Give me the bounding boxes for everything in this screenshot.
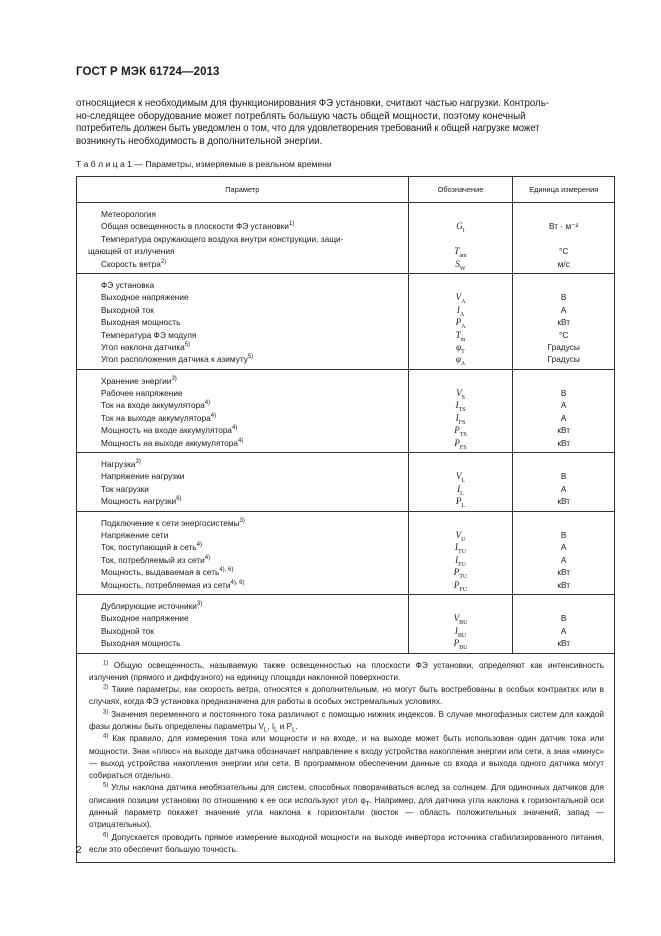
parameter-text: Напряжение нагрузки [101,471,185,482]
symbol-subscript: A [459,311,465,318]
footnote-subscript: L [292,727,296,734]
parameter-name [77,517,408,529]
symbol-cell [408,511,513,594]
intro-paragraph [76,98,614,148]
symbol-letter: V [455,471,462,482]
footnote-ref: 6) [176,496,182,503]
symbol-subscript: FU [459,586,468,593]
unit: кВт [557,567,571,578]
symbol-subscript: FS [458,419,466,426]
symbol-letter: I [456,304,460,315]
parameter-text: Температура ФЭ модуля [101,329,197,340]
unit-cell [513,369,615,452]
footnote [89,782,604,831]
symbol [409,375,513,387]
parameter-name [77,637,408,649]
parameter-text: Напряжение сети [101,529,169,540]
footnote-ref: 3) [171,375,177,382]
symbol-letter: I [454,542,458,553]
parameter-text: щающей от излучения [88,246,175,257]
footnote [89,832,604,857]
unit-cell [513,511,615,594]
symbol-subscript: TS [458,407,466,414]
parameter-name [77,437,408,449]
parameter-text: Выходное напряжение [101,613,189,624]
parameter-name [77,566,408,578]
symbol-letter: P [453,579,460,590]
parameter-text: Скорость ветра [101,258,161,269]
parameter-text: Мощность, выдаваемая в сеть [101,567,220,578]
footnote-text: Углы наклона датчика необязательны для систем, способных поворачиваться вслед за солнцем. Для одиночных датчиков для описания позиции установки по отношению к ее оси используют угол φ [89,783,604,805]
symbol-subscript: FS [459,444,467,451]
symbol-subscript: BU [459,620,468,627]
table-caption: Т а б л и ц а 1 — Параметры, измеряемые в реальном времени [76,159,332,169]
footnote-mark: 5) [103,782,109,789]
symbol [409,495,513,507]
parameter-text: Мощность нагрузки [101,496,177,507]
symbol-cell [408,369,513,452]
parameter-name [77,353,408,365]
footnote-ref: 2) [160,258,167,265]
unit: А [560,625,567,636]
symbol [409,612,513,627]
symbol [409,399,513,414]
parameter-name [77,387,408,399]
parameter-text: Дублирующие источники [101,600,197,611]
parameter-cell [77,273,409,369]
parameter-cell [77,369,409,452]
unit: кВт [557,425,571,436]
footnote-ref: 4), 6) [230,579,245,586]
unit: А [560,554,567,565]
symbol-subscript: BU [457,632,467,639]
footnote-ref: 4) [232,425,238,432]
unit-cell [513,594,615,653]
symbol [409,517,513,529]
symbol-letter: V [456,388,462,399]
symbol [409,353,513,368]
unit: кВт [557,437,571,448]
symbol-letter: φ [455,354,461,365]
intro-line: но-следящее оборудование может потреблять большую часть общей мощности, поэтому конечный [76,110,526,122]
parameter-name [77,458,408,470]
symbol-letter: T [454,246,460,257]
unit: В [560,613,567,624]
symbol-letter: φ [456,341,462,352]
table-header-row [77,177,615,203]
footnote [89,684,604,709]
table-row-group [77,369,615,452]
footnote [89,733,604,782]
footnote-ref: 4) [238,437,244,444]
unit [513,517,614,529]
parameter-cell [77,203,409,274]
symbol-letter: I [455,412,459,423]
parameter-text: Нагрузка [101,459,136,470]
footnote-ref: 4) [204,555,211,561]
table-notes [77,653,615,863]
table-row-group [77,203,615,274]
symbol-subscript: U [461,536,466,543]
symbol-subscript: L [461,478,466,485]
footnote-ref: 5) [184,342,191,349]
footnote-text: Общую освещенность, называемую также освещенностью на плоскости ФЭ установки, определяют как интенсивность излучения (прямого и диффузного) на единицу площади наклонной поверхности. [89,660,604,682]
unit-cell [513,273,615,369]
symbol-subscript: L [460,490,464,497]
symbol [409,424,513,439]
unit [513,375,614,387]
parameter-text: Рабочее напряжение [101,388,183,399]
unit: А [560,412,567,423]
parameter-name [77,291,408,303]
symbol-letter: G [456,221,463,232]
symbol-subscript: S [461,394,465,401]
table-row-group [77,594,615,653]
parameter-name [77,554,408,566]
symbol-subscript: I [462,228,465,235]
footnote-ref: 3) [135,459,141,466]
symbol-subscript: TU [457,549,466,556]
column-header-parameter: Параметр [77,177,409,203]
symbol-letter: V [455,529,462,540]
intro-line: потребитель должен быть уведомлен о том, что для удовлетворения требований к общей нагрузке может [76,123,540,135]
symbol [409,483,513,495]
table-row-group [77,273,615,369]
parameter-name [77,258,408,270]
unit [513,279,614,291]
unit [513,458,614,470]
unit: Вт · м⁻² [549,221,579,232]
symbol-letter: P [453,638,460,649]
footnote-ref: 3) [196,601,203,608]
footnote-text: Допускается проводить прямое измерение выходной мощности на выходе инвертора источника стабилизированного питания, если это обеспечит большую точность. [89,832,604,854]
unit: кВт [557,496,571,507]
symbol [409,233,513,245]
footnote-ref: 4) [196,542,202,549]
unit [513,233,614,245]
unit: кВт [557,579,571,590]
parameter-name [77,316,408,328]
symbol [409,541,513,556]
symbol [409,304,513,316]
symbol-letter: I [455,400,459,411]
intro-line: возникнуть необходимость в дополнительной энергии. [76,135,323,147]
footnote-mark: 3) [103,708,109,715]
symbol [409,529,513,541]
unit: °С [559,246,569,257]
symbol-letter: I [454,625,458,636]
footnote [89,660,604,685]
parameter-name [77,233,408,245]
table-row-group [77,453,615,512]
footnote-text: и P [277,721,293,731]
footnote-ref: 4) [204,400,211,407]
symbol-cell [408,594,513,653]
symbol-letter: I [455,554,459,565]
unit: В [560,529,567,540]
parameter-text: Мощность на входе аккумулятора [101,425,233,436]
footnote-mark: 6) [103,831,109,838]
symbol [409,329,513,341]
parameter-text: Угол расположения датчика к азимуту [101,354,248,365]
symbol-subscript: T [461,348,465,355]
symbol-cell [408,203,513,274]
unit: кВт [557,317,571,328]
symbol-subscript: A [461,299,466,306]
unit: кВт [557,638,571,649]
parameter-cell [77,453,409,512]
footnote-text: . [295,721,298,731]
symbol-letter: P [455,317,462,328]
footnote-ref: 1) [288,221,295,228]
parameter-name [77,424,408,436]
unit-cell [513,453,615,512]
parameter-text: Выходное напряжение [101,292,189,303]
parameter-text: Ток, потребляемый из сети [101,554,205,565]
symbol-subscript: W [459,265,466,272]
symbol [409,258,513,270]
symbol-letter: P [454,437,460,448]
parameter-name [77,470,408,482]
unit [513,208,614,220]
symbol-subscript: A [460,361,466,368]
document-header: ГОСТ Р МЭК 61724—2013 [76,66,220,78]
symbol [409,220,513,235]
footnote-subscript: L [274,727,278,734]
parameter-name [77,529,408,541]
symbol [409,208,513,220]
parameter-name [77,220,408,232]
symbol [409,554,513,566]
unit: А [560,400,567,411]
column-header-symbol: Обозначение [408,177,513,203]
footnote-subscript: L [263,727,268,734]
parameter-name [77,412,408,424]
table-notes-row [77,653,615,863]
symbol-letter: V [455,292,462,303]
table-row-group [77,511,615,594]
footnote-ref: 4), 6) [219,567,234,574]
symbol-subscript: FU [458,561,466,568]
unit-cell [513,203,615,274]
symbol [409,291,513,306]
unit: °С [559,329,569,340]
parameter-name [77,399,408,411]
footnote-ref: 4) [210,413,217,420]
symbol [409,470,513,485]
parameter-text: ФЭ установка [101,279,155,290]
parameter-cell [77,511,409,594]
parameter-text: Мощность на выходе аккумулятора [101,437,239,448]
parameter-name [77,579,408,591]
footnote-mark: 2) [103,684,109,691]
unit: В [560,388,567,399]
parameter-text: Ток на входе аккумулятора [101,400,205,411]
symbol-letter: P [455,496,462,507]
parameter-text: Мощность, потребляемая из сети [101,579,231,590]
parameter-text: Выходная мощность [101,638,181,649]
symbol [409,579,513,591]
unit [513,600,614,612]
footnote-text: , I [267,721,275,731]
unit: В [560,471,567,482]
parameters-table [76,176,615,863]
symbol [409,341,513,353]
parameter-text: Общая освещенность в плоскости ФЭ установки [101,221,289,232]
parameter-name [77,375,408,387]
footnote-text: Как правило, для измерения тока или мощности и на входе, и на выходе может быть использован один датчик тока или мощности. Знак «плюс» на выходе датчика обозначает направление к входу устройства накопления энергии или сети, а знак «минус» — выход устройства накопления энергии или сети. В программном обеспечении данные со входа и выхода одного датчика могут собираться отдельно. [89,734,604,781]
symbol-subscript: BU [459,644,468,651]
symbol [409,245,513,257]
parameter-name [77,495,408,507]
parameter-text: Подключение к сети энергосистемы [101,517,240,528]
parameter-text: Метеорология [101,209,157,219]
footnote-mark: 4) [103,733,109,740]
symbol [409,600,513,612]
symbol-subscript: m [460,336,466,343]
symbol-letter: S [455,258,460,269]
symbol-letter: P [454,425,460,436]
parameter-name [77,208,408,220]
parameter-text: Температура окружающего воздуха внутри конструкции, защи- [101,233,344,244]
footnote-ref: 5) [247,354,254,361]
parameter-text: Выходная мощность [101,317,181,328]
symbol-subscript: am [459,252,467,259]
parameter-text: Ток, поступающий в сеть [101,542,197,553]
footnote-text: Такие параметры, как скорость ветра, относятся к дополнительным, но могут быть востребованы в особых контрактах или в случаях, когда ФЭ установка предназначена для работы в особых экстремальных условиях. [89,685,604,707]
parameter-text: Выходной ток [101,625,154,636]
footnote-text: Значения переменного и постоянного тока различают с помощью нижних индексов. В случае многофазных систем для каждой фазы должны быть определены параметры V [89,709,604,731]
symbol [409,458,513,470]
symbol [409,566,513,578]
column-header-unit: Единица измерения [513,177,615,203]
parameter-name [77,541,408,553]
parameter-name [77,304,408,316]
symbol [409,387,513,399]
symbol-subscript: L [461,503,466,509]
parameter-text: Угол наклона датчика [101,341,185,352]
symbol-cell [408,453,513,512]
unit: А [560,542,567,553]
symbol [409,437,513,449]
symbol-letter: I [457,483,461,494]
unit: А [560,304,567,315]
unit: м/с [557,258,570,269]
unit: А [560,483,567,494]
footnote-ref: 3) [239,517,245,524]
unit: В [560,292,567,303]
unit: Градусы [547,354,580,365]
unit: Градусы [547,341,580,352]
parameter-name [77,329,408,341]
footnote [89,709,604,734]
footnote-mark: 1) [103,659,109,666]
parameter-text: Ток нагрузки [101,483,149,494]
symbol-subscript: TU [459,573,468,580]
symbol-subscript: A [461,323,466,330]
parameter-name [77,483,408,495]
intro-line: относящиеся к необходимым для функционирования ФЭ установки, считают частью нагрузки. Контроль- [76,98,549,109]
footnote-text: . Например, для датчика угла наклона к горизонтальной оси данный параметр покажет значение угла наклона к горизонтали (восток — область положительных значений, запад — отрицательных). [89,795,604,830]
parameter-name [77,625,408,637]
page-number: 2 [76,845,82,856]
parameter-name [77,245,408,257]
symbol [409,412,513,424]
parameter-name [77,341,408,353]
parameter-name [77,612,408,624]
footnote-subscript: T [365,801,370,808]
symbol [409,316,513,328]
parameter-name [77,279,408,291]
parameter-text: Выходной ток [101,304,154,315]
symbol [409,279,513,291]
parameter-text: Хранение энергии [101,375,172,386]
symbol [409,637,513,649]
symbol-letter: T [455,329,461,340]
parameter-cell [77,594,409,653]
symbol-cell [408,273,513,369]
parameter-text: Ток на выходе аккумулятора [101,412,211,423]
symbol [409,625,513,637]
parameter-name [77,600,408,612]
symbol-letter: P [453,567,460,578]
symbol-subscript: TS [459,432,467,439]
symbol-letter: V [453,613,460,624]
